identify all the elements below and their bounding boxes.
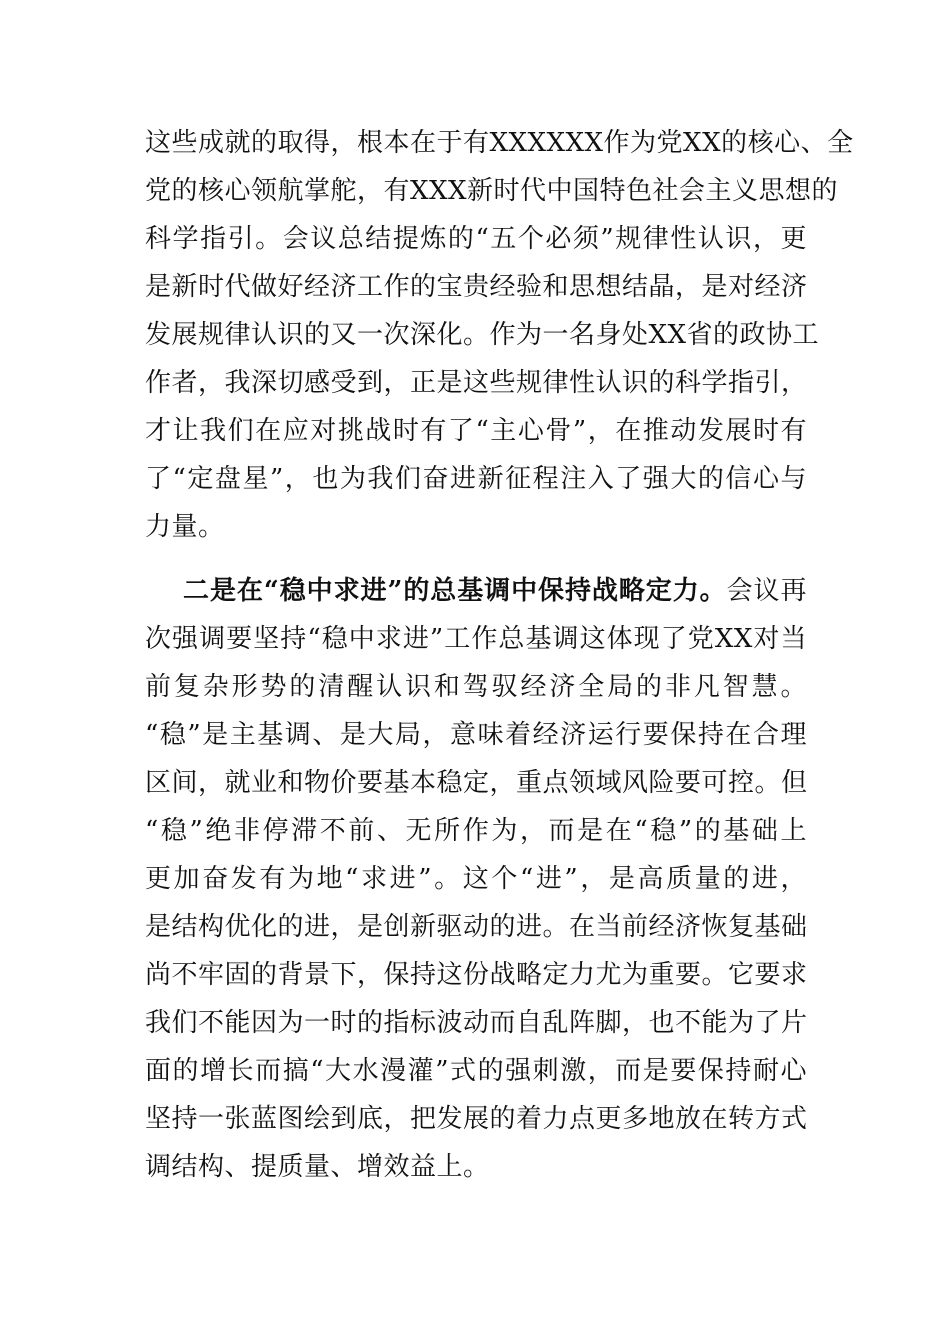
text-line: 党的核心领航掌舵，有XXX新时代中国特色社会主义思想的: [145, 176, 839, 206]
text-line: 才让我们在应对挑战时有了“主心骨”，在推动发展时有: [145, 416, 807, 446]
text-line: 更加奋发有为地“求进”。这个“进”，是高质量的进，: [145, 864, 807, 894]
heading-continuation: 会议再: [726, 576, 807, 606]
text-line: 坚持一张蓝图绘到底，把发展的着力点更多地放在转方式: [145, 1104, 808, 1134]
text-line: 我们不能因为一时的指标波动而自乱阵脚，也不能为了片: [145, 1008, 808, 1038]
text-line: 了“定盘星”，也为我们奋进新征程注入了强大的信心与: [145, 464, 807, 494]
text-line: 发展规律认识的又一次深化。作为一名身处XX省的政协工: [145, 320, 820, 350]
section-heading-line: [183, 576, 807, 606]
text-line: 次强调要坚持“稳中求进”工作总基调这体现了党XX对当: [145, 624, 807, 654]
text-line: 区间，就业和物价要基本稳定，重点领域风险要可控。但: [145, 768, 808, 798]
text-line: 科学指引。会议总结提炼的“五个必须”规律性认识，更: [145, 224, 807, 254]
text-line: 调结构、提质量、增效益上。: [145, 1152, 490, 1182]
text-line: 力量。: [145, 512, 225, 542]
text-line: 前复杂形势的清醒认识和驾驭经济全局的非凡智慧。: [145, 672, 807, 702]
text-line: 是结构优化的进，是创新驱动的进。在当前经济恢复基础: [145, 912, 808, 942]
text-line: 作者，我深切感受到，正是这些规律性认识的科学指引，: [145, 368, 808, 398]
section-heading: 二是在“稳中求进”的总基调中保持战略定力。: [183, 576, 727, 606]
text-line: “稳”是主基调、是大局，意味着经济运行要保持在合理: [145, 720, 807, 750]
text-line: 是新时代做好经济工作的宝贵经验和思想结晶，是对经济: [145, 272, 808, 302]
text-line: 面的增长而搞“大水漫灌”式的强刺激，而是要保持耐心: [145, 1056, 807, 1086]
text-line: 这些成就的取得，根本在于有XXXXXX作为党XX的核心、全: [145, 128, 854, 158]
text-line: 尚不牢固的背景下，保持这份战略定力尤为重要。它要求: [145, 960, 808, 990]
text-line: “稳”绝非停滞不前、无所作为，而是在“稳”的基础上: [145, 816, 807, 846]
